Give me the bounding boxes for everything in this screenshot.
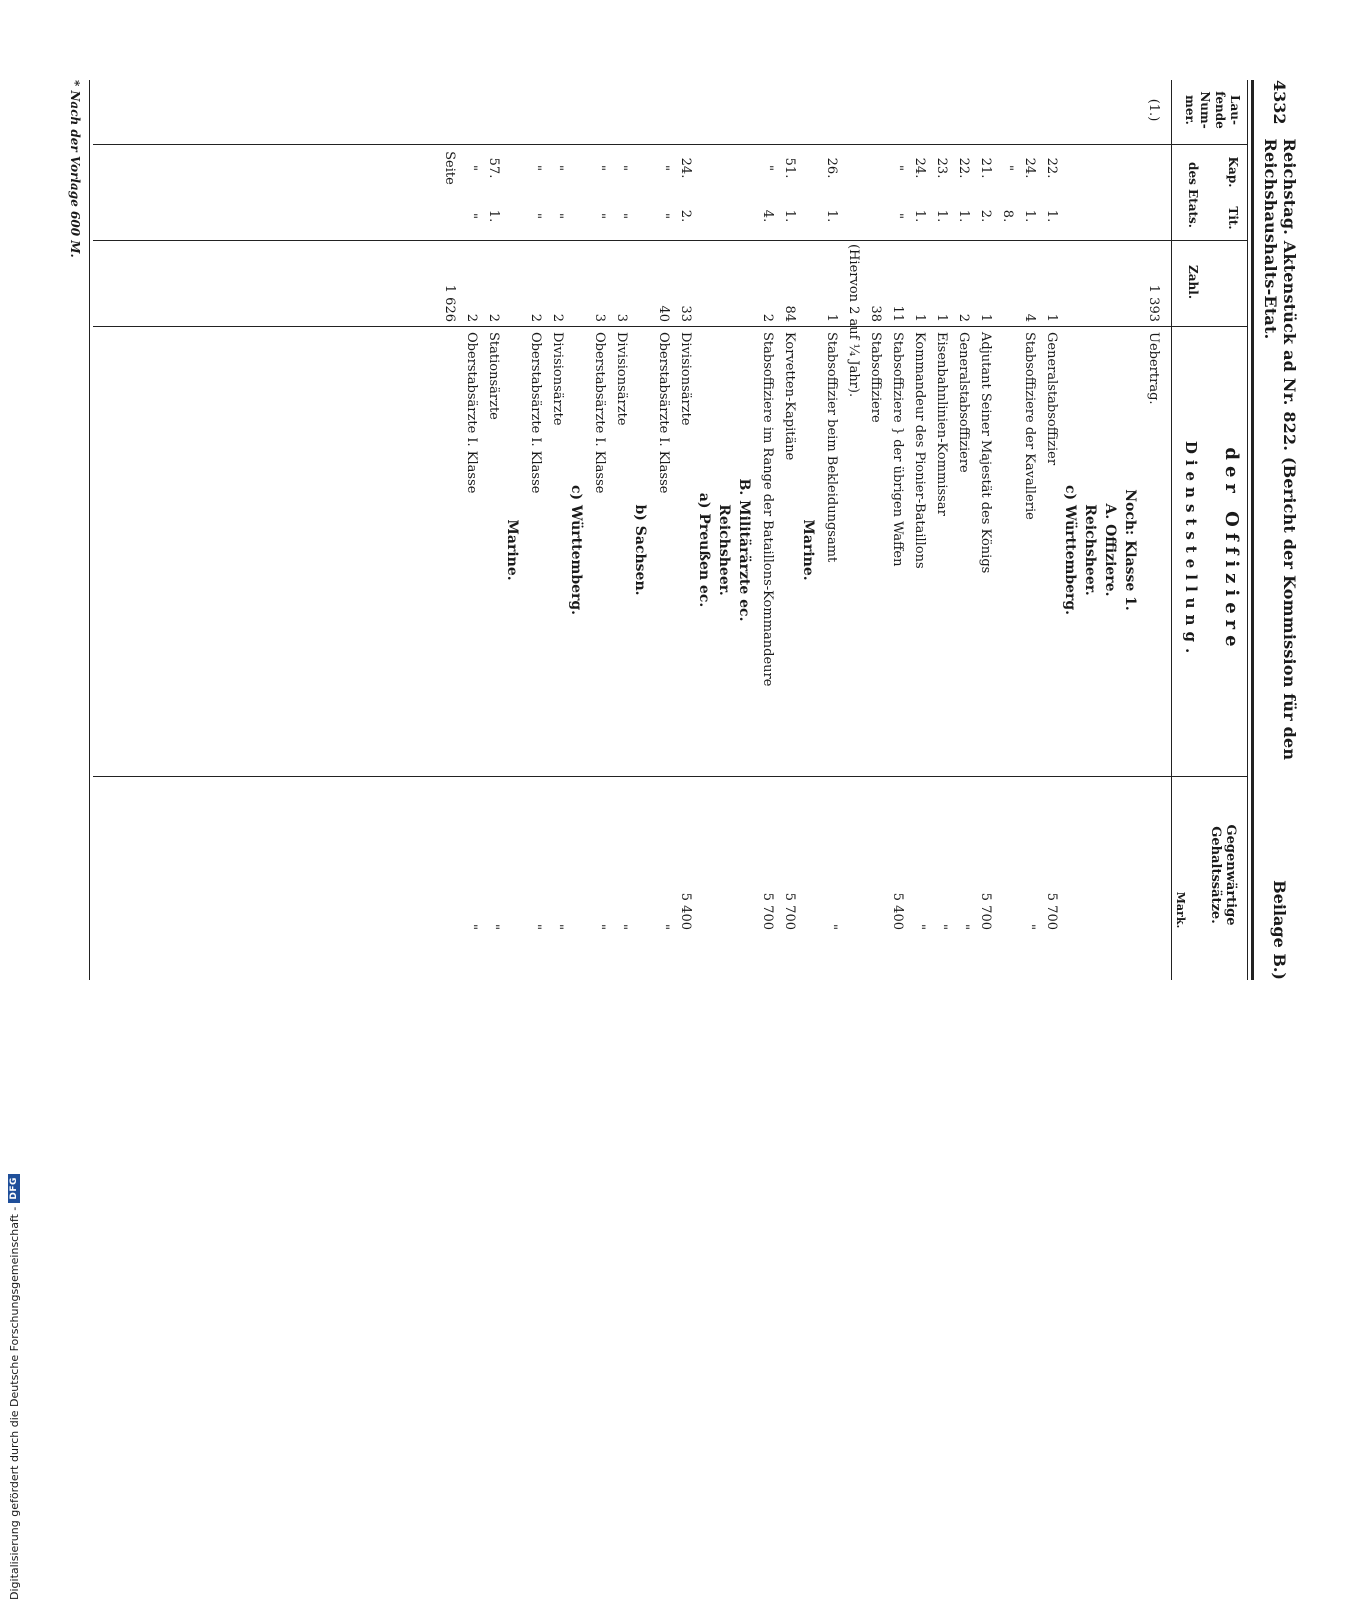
rule-col-3 xyxy=(93,326,1248,327)
cell-gehalt: " xyxy=(956,924,971,930)
cell-zahl: 2 xyxy=(550,313,565,322)
cell-zahl: 2 xyxy=(486,313,501,322)
cell-gehalt: " xyxy=(824,924,839,930)
section-heading: b) Sachsen. xyxy=(632,504,648,596)
cell-gehalt: " xyxy=(464,924,479,930)
cell-tit: 1. xyxy=(912,209,927,223)
cell-tit: " xyxy=(592,213,607,219)
cell-tit: 1. xyxy=(956,209,971,223)
cell-dienststellung: Divisionsärzte xyxy=(678,332,693,426)
cell-zahl: 11 xyxy=(890,305,905,322)
cell-tit: 1. xyxy=(934,209,949,223)
section-heading: c) Württemberg. xyxy=(568,484,584,616)
cell-zahl: 38 xyxy=(868,305,883,322)
rule-col-4 xyxy=(93,776,1248,777)
header-rule xyxy=(1171,80,1172,980)
cell-gehalt: " xyxy=(614,924,629,930)
cell-kap: " xyxy=(464,165,479,171)
cell-gehalt: " xyxy=(486,924,501,930)
cell-kap: " xyxy=(614,165,629,171)
cell-dienststellung: Adjutant Seiner Majestät des Königs xyxy=(978,332,993,574)
cell-dienststellung: Divisionsärzte xyxy=(614,332,629,426)
cell-dienststellung: Stabsoffiziere im Range der Bataillons-Kommandeure xyxy=(760,332,775,687)
cell-tit: 1. xyxy=(782,209,797,223)
cell-dienststellung: Stabsoffizier beim Bekleidungsamt xyxy=(824,332,839,563)
cell-zahl: 1 xyxy=(978,313,993,322)
cell-tit: 1. xyxy=(824,209,839,223)
section-heading: A. Offiziere. xyxy=(1102,503,1118,597)
cell-kap: Seite xyxy=(442,151,457,185)
cell-gehalt: 5 700 xyxy=(782,892,797,930)
cell-tit: " xyxy=(464,213,479,219)
col-header-mark: Mark. xyxy=(1174,891,1187,929)
cell-zahl: 2 xyxy=(528,313,543,322)
beilage-label: Beilage B.) xyxy=(1270,880,1290,980)
cell-tit: 2. xyxy=(678,209,693,223)
dfg-credit-text: Digitalisierung gefördert durch die Deutsche Forschungsgemeinschaft - xyxy=(7,1206,21,1600)
cell-tit: 4. xyxy=(760,209,775,223)
dfg-logo: DFG xyxy=(8,1174,20,1203)
cell-kap: " xyxy=(656,165,671,171)
cell-zahl: 3 xyxy=(592,313,607,322)
col-header-gehalt: Gegenwärtige Gehaltssätze. xyxy=(1208,824,1238,926)
cell-kap: 22. xyxy=(1044,157,1059,179)
cell-zahl: (Hiervon 2 auf ¼ Jahr). xyxy=(846,244,861,398)
cell-kap: 57. xyxy=(486,157,501,179)
cell-laufende: (1.) xyxy=(1146,98,1161,122)
cell-dienststellung: Oberstabsärzte I. Klasse xyxy=(592,332,607,494)
cell-gehalt: " xyxy=(528,924,543,930)
cell-dienststellung: Kommandeur des Pionier-Bataillons xyxy=(912,332,927,569)
cell-gehalt: " xyxy=(656,924,671,930)
cell-dienststellung: Oberstabsärzte I. Klasse xyxy=(464,332,479,494)
rule-col-2 xyxy=(93,240,1248,241)
section-heading: Marine. xyxy=(504,519,520,581)
cell-gehalt: " xyxy=(934,924,949,930)
cell-kap: 23. xyxy=(934,157,949,179)
cell-kap: " xyxy=(760,165,775,171)
cell-tit: " xyxy=(890,213,905,219)
cell-zahl: 1 626 xyxy=(442,284,457,322)
cell-tit: 8. xyxy=(1000,209,1015,223)
cell-dienststellung: Oberstabsärzte I. Klasse xyxy=(656,332,671,494)
cell-kap: 22. xyxy=(956,157,971,179)
cell-tit: 1. xyxy=(1044,209,1059,223)
document-page xyxy=(50,80,1300,980)
rule-col-1 xyxy=(93,144,1248,145)
cell-tit: " xyxy=(614,213,629,219)
section-heading: Reichsheer. xyxy=(1082,504,1098,596)
cell-zahl: 2 xyxy=(464,313,479,322)
section-heading: B. Militärärzte ec. xyxy=(736,478,752,622)
cell-kap: 51. xyxy=(782,157,797,179)
cell-zahl: 1 xyxy=(824,313,839,322)
cell-gehalt: " xyxy=(592,924,607,930)
cell-kap: " xyxy=(528,165,543,171)
cell-gehalt: 5 400 xyxy=(890,892,905,930)
cell-tit: " xyxy=(550,213,565,219)
page-title: Reichstag. Aktenstück ad Nr. 822. (Bericht der Kommission für den Reichshaushalts-Etat. xyxy=(1261,138,1299,761)
col-header-dienststellung: Dienststellung. xyxy=(1182,440,1200,660)
section-heading: Noch: Klasse 1. xyxy=(1122,489,1138,611)
cell-gehalt: " xyxy=(550,924,565,930)
cell-dienststellung: Uebertrag. xyxy=(1146,332,1161,405)
cell-kap: 21. xyxy=(978,157,993,179)
cell-zahl: 40 xyxy=(656,305,671,322)
cell-kap: " xyxy=(592,165,607,171)
cell-zahl: 2 xyxy=(956,313,971,322)
cell-gehalt: 5 700 xyxy=(760,892,775,930)
cell-zahl: 2 xyxy=(760,313,775,322)
cell-dienststellung: Stabsoffiziere der Kavallerie xyxy=(1022,332,1037,520)
top-rule-thin xyxy=(1247,80,1248,980)
col-header-zahl: Zahl. xyxy=(1186,265,1200,299)
cell-tit: " xyxy=(656,213,671,219)
cell-gehalt: 5 700 xyxy=(978,892,993,930)
cell-tit: 2. xyxy=(978,209,993,223)
col-header-tit: Tit. xyxy=(1226,206,1240,230)
cell-gehalt: 5 700 xyxy=(1044,892,1059,930)
cell-kap: 24. xyxy=(1022,157,1037,179)
cell-zahl: 1 xyxy=(934,313,949,322)
cell-gehalt: 5 400 xyxy=(678,892,693,930)
cell-zahl: 1 xyxy=(1044,313,1059,322)
banner-offiziere: der Offiziere xyxy=(1221,447,1242,653)
cell-zahl: 3 xyxy=(614,313,629,322)
page-header xyxy=(1260,80,1300,980)
cell-dienststellung: Stationsärzte xyxy=(486,332,501,420)
cell-kap: " xyxy=(550,165,565,171)
cell-dienststellung: Stabsoffiziere } der übrigen Waffen xyxy=(890,332,905,567)
cell-kap: " xyxy=(1000,165,1015,171)
dfg-credit xyxy=(4,600,24,1600)
cell-kap: 24. xyxy=(912,157,927,179)
cell-zahl: 1 393 xyxy=(1146,284,1161,322)
cell-tit: 1. xyxy=(1022,209,1037,223)
cell-dienststellung: Generalstabsoffiziere xyxy=(956,332,971,473)
cell-dienststellung: Oberstabsärzte I. Klasse xyxy=(528,332,543,494)
cell-dienststellung: Stabsoffiziere xyxy=(868,332,883,423)
cell-dienststellung: Generalstabsoffizier xyxy=(1044,332,1059,466)
cell-gehalt: " xyxy=(912,924,927,930)
cell-tit: 1. xyxy=(486,209,501,223)
cell-tit: " xyxy=(528,213,543,219)
cell-kap: 26. xyxy=(824,157,839,179)
cell-dienststellung: Divisionsärzte xyxy=(550,332,565,426)
section-heading: c) Württemberg. xyxy=(1062,484,1078,616)
col-header-kap: Kap. xyxy=(1226,156,1240,188)
cell-zahl: 4 xyxy=(1022,313,1037,322)
cell-zahl: 84 xyxy=(782,305,797,322)
section-heading: a) Preußen ec. xyxy=(696,492,712,608)
cell-kap: 24. xyxy=(678,157,693,179)
footnote: * Nach der Vorlage 600 M. xyxy=(68,80,82,258)
col-header-des-etats: des Etats. xyxy=(1186,162,1200,228)
cell-kap: " xyxy=(890,165,905,171)
col-header-laufende: Lau- fende Num- mer. xyxy=(1183,91,1242,129)
section-heading: Marine. xyxy=(800,519,816,581)
section-heading: Reichsheer. xyxy=(716,504,732,596)
cell-zahl: 1 xyxy=(912,313,927,322)
cell-zahl: 33 xyxy=(678,305,693,322)
page-number: 4332 xyxy=(1270,80,1290,125)
cell-dienststellung: Eisenbahnlinien-Kommissar xyxy=(934,332,949,516)
cell-dienststellung: Korvetten-Kapitäne xyxy=(782,332,797,461)
cell-gehalt: " xyxy=(1022,924,1037,930)
top-rule xyxy=(1251,80,1254,980)
bottom-rule xyxy=(89,80,90,980)
